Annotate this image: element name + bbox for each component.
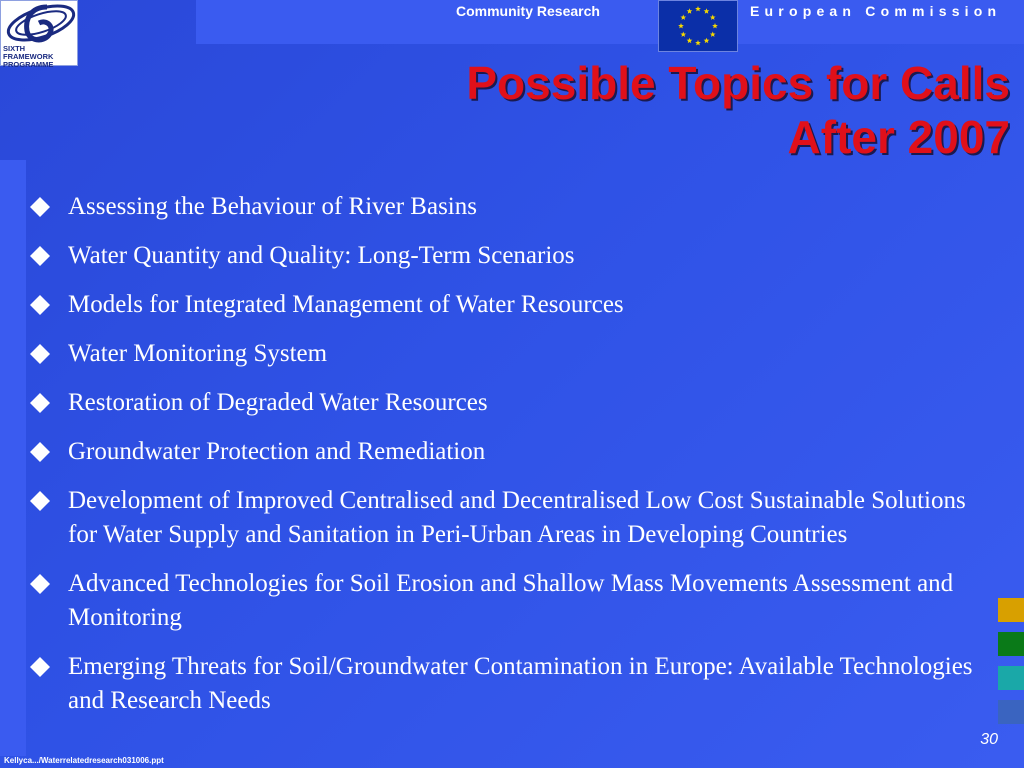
eu-star-icon bbox=[678, 23, 684, 28]
diamond-bullet-icon bbox=[30, 657, 50, 677]
list-item-text: Water Monitoring System bbox=[68, 340, 328, 367]
list-item-text: Development of Improved Centralised and Decentralised Low Cost Sustainable Solutions for Water Supply and Sanitation in Peri-Urban Areas in Developing Countries bbox=[68, 487, 966, 548]
diamond-bullet-icon bbox=[30, 197, 50, 217]
list-item-text: Water Quantity and Quality: Long-Term Scenarios bbox=[68, 242, 575, 269]
list-item-text: Restoration of Degraded Water Resources bbox=[68, 389, 488, 416]
eu-star-icon bbox=[695, 40, 701, 45]
fp6-logo-graphic bbox=[1, 1, 79, 45]
list-item bbox=[28, 386, 988, 420]
list-item-text: Advanced Technologies for Soil Erosion and Shallow Mass Movements Assessment and Monitoring bbox=[68, 570, 954, 631]
list-item bbox=[28, 435, 988, 469]
eu-star-icon bbox=[687, 38, 693, 43]
eu-flag-icon bbox=[658, 0, 738, 52]
european-commission-label: European Commission bbox=[750, 3, 1002, 19]
fp6-logo bbox=[0, 0, 78, 69]
color-swatch-green bbox=[998, 632, 1024, 656]
list-item bbox=[28, 239, 988, 273]
logo-text: SIXTH FRAMEWORK PROGRAMME bbox=[3, 44, 54, 69]
footer-file-path: Kellyca.../Waterrelatedresearch031006.ppt bbox=[4, 756, 164, 765]
diamond-bullet-icon bbox=[30, 393, 50, 413]
eu-star-icon bbox=[680, 32, 686, 37]
diamond-bullet-icon bbox=[30, 491, 50, 511]
eu-star-icon bbox=[710, 15, 716, 20]
diamond-bullet-icon bbox=[30, 344, 50, 364]
list-item-text: Groundwater Protection and Remediation bbox=[68, 438, 486, 465]
list-item-text: Models for Integrated Management of Water Resources bbox=[68, 291, 624, 318]
list-item-text: Assessing the Behaviour of River Basins bbox=[68, 193, 477, 220]
page-number: 30 bbox=[980, 731, 998, 748]
eu-star-icon bbox=[710, 32, 716, 37]
diamond-bullet-icon bbox=[30, 246, 50, 266]
eu-star-icon bbox=[687, 8, 693, 13]
list-item bbox=[28, 650, 988, 718]
eu-star-icon bbox=[680, 15, 686, 20]
slide-title-line2: After 2007 bbox=[787, 111, 1010, 163]
left-band bbox=[0, 160, 26, 756]
list-item bbox=[28, 337, 988, 371]
community-research-label: Community Research bbox=[456, 3, 600, 19]
list-item bbox=[28, 190, 988, 224]
eu-star-icon bbox=[695, 6, 701, 11]
topics-list bbox=[28, 190, 988, 733]
list-item bbox=[28, 484, 988, 552]
color-swatch-gold bbox=[998, 598, 1024, 622]
eu-star-icon bbox=[712, 23, 718, 28]
diamond-bullet-icon bbox=[30, 574, 50, 594]
color-swatch-teal bbox=[998, 666, 1024, 690]
diamond-bullet-icon bbox=[30, 442, 50, 462]
slide-title-line1: Possible Topics for Calls bbox=[466, 57, 1010, 109]
eu-star-icon bbox=[704, 38, 710, 43]
list-item bbox=[28, 567, 988, 635]
slide-title bbox=[466, 56, 1010, 164]
eu-star-icon bbox=[704, 8, 710, 13]
list-item-text: Emerging Threats for Soil/Groundwater Contamination in Europe: Available Technologies and Research Needs bbox=[68, 653, 973, 714]
diamond-bullet-icon bbox=[30, 295, 50, 315]
list-item bbox=[28, 288, 988, 322]
color-swatch-blue bbox=[998, 700, 1024, 724]
